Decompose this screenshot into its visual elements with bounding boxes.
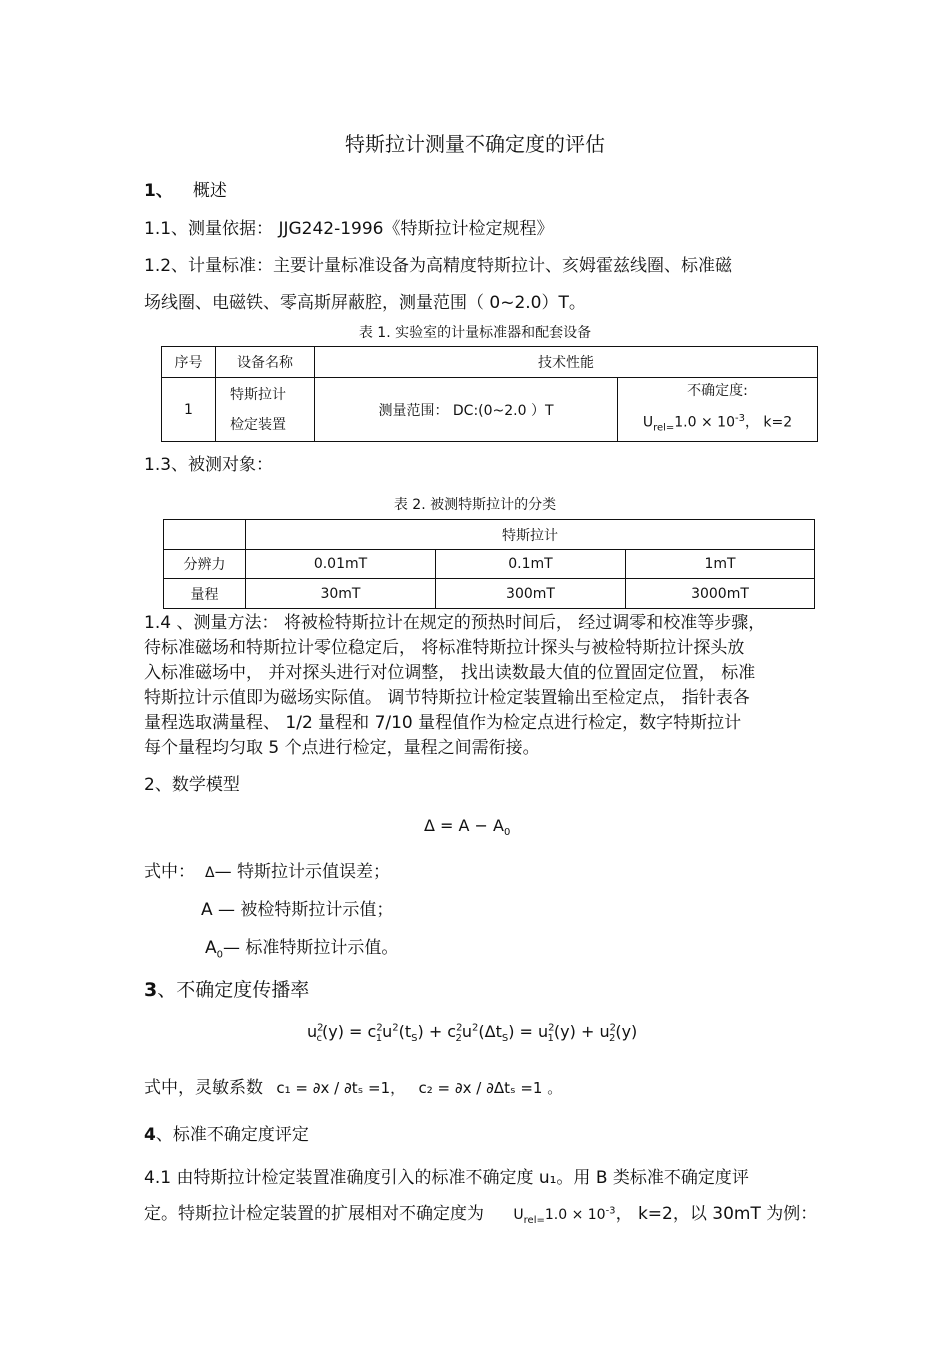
table-1-header-name: 设备名称 xyxy=(216,347,315,378)
section-4-1-line2 xyxy=(144,1199,817,1226)
section-4-1-urel xyxy=(513,1205,616,1226)
table-2-cell: 1mT xyxy=(626,550,815,579)
table-2-group-header: 特斯拉计 xyxy=(246,520,815,550)
section-1-4 xyxy=(144,611,814,761)
definition-a: A — 被检特斯拉计示值； xyxy=(201,900,394,920)
section-1-4-line: 入标准磁场中， 并对探头进行对位调整， 找出读数最大值的位置固定位置， 标准 xyxy=(144,663,756,683)
section-3-title: 、不确定度传播率 xyxy=(157,979,310,1001)
table-1-name-line2: 检定装置 xyxy=(230,416,286,433)
a0-symbol: A xyxy=(205,938,217,958)
formula-propagation: $u^2_c(y) = c^2_1u^2(t_S) + c^2_2u^2(\Delta t_S) = u^2_1(y) + u^2_2(y)$ xyxy=(307,1022,638,1045)
section-4-heading xyxy=(144,1120,309,1145)
urel-number: 1.0 × 10 xyxy=(544,1207,606,1223)
urel-exponent: -3 xyxy=(605,1205,616,1217)
section-4-title: 、标准不确定度评定 xyxy=(155,1125,309,1145)
section-2-heading: 2、数学模型 xyxy=(144,775,240,795)
table-1-cell-name xyxy=(216,378,315,442)
table-1-header-performance: 技术性能 xyxy=(315,347,818,378)
section-4-1-line2-text: 定。特斯拉计检定装置的扩展相对不确定度为 xyxy=(144,1204,484,1224)
table-1-cell-uncertainty xyxy=(618,378,818,442)
coefficient-c2: c₂ = ∂x / ∂Δtₛ =1 。 xyxy=(418,1079,563,1097)
table-row xyxy=(164,550,815,579)
table-2-caption: 表 2. 被测特斯拉计的分类 xyxy=(393,497,557,513)
table-1-caption: 表 1. 实验室的计量标准器和配套设备 xyxy=(358,325,592,341)
table-1-cell-no: 1 xyxy=(162,378,216,442)
section-1-title: 概述 xyxy=(192,181,227,201)
section-1-heading xyxy=(144,176,227,201)
urel-symbol: U xyxy=(513,1207,524,1223)
formula-delta-subscript: 0 xyxy=(504,827,511,839)
table-2-cell: 3000mT xyxy=(626,579,815,609)
a0-subscript: 0 xyxy=(216,949,224,961)
section-1-4-line: 每个量程均匀取 5 个点进行检定，量程之间需衔接。 xyxy=(144,738,540,758)
table-2-cell: 0.01mT xyxy=(246,550,436,579)
table-2-cell: 0.1mT xyxy=(436,550,626,579)
table-row xyxy=(164,579,815,609)
where-label: 式中： xyxy=(144,862,195,882)
section-1-2-line1: 1.2、计量标准：主要计量标准设备为高精度特斯拉计、亥姆霍兹线圈、标准磁 xyxy=(144,256,733,276)
table-2-row-label: 量程 xyxy=(164,579,246,609)
formula-delta-main: Δ = A − A xyxy=(424,816,504,835)
formula-delta xyxy=(424,816,510,838)
coefficient-c1: c₁ = ∂x / ∂tₛ =1， xyxy=(276,1079,406,1097)
definition-a0 xyxy=(205,933,398,960)
table-2-row-label: 分辨力 xyxy=(164,550,246,579)
unc-k: ， k=2 xyxy=(744,414,793,431)
section-1-2-line2: 场线圈、电磁铁、零高斯屏蔽腔，测量范围（ 0~2.0）T。 xyxy=(144,293,586,313)
table-1-header-no: 序号 xyxy=(162,347,216,378)
section-1-number: 1、 xyxy=(144,181,173,201)
table-2-corner xyxy=(164,520,246,550)
definition-delta-text: — 特斯拉计示值误差； xyxy=(214,862,390,882)
section-4-number: 4 xyxy=(144,1125,156,1145)
section-1-4-line: 特斯拉计示值即为磁场实际值。 调节特斯拉计检定装置输出至检定点， 指针表各 xyxy=(144,688,750,708)
section-4-1-line2-tail: ， k=2，以 30mT 为例： xyxy=(615,1204,818,1224)
unc-exponent: -3 xyxy=(734,413,745,424)
table-1 xyxy=(161,346,818,442)
section-4-1-line1: 4.1 由特斯拉计检定装置准确度引入的标准不确定度 u₁。用 B 类标准不确定度评 xyxy=(144,1168,749,1188)
table-1-unc-value xyxy=(618,405,817,441)
table-1-unc-label: 不确定度: xyxy=(687,383,748,399)
table-1-name-line1: 特斯拉计 xyxy=(230,386,286,403)
section-1-1: 1.1、测量依据： JJG242-1996《特斯拉计检定规程》 xyxy=(144,219,554,239)
unc-symbol: U xyxy=(642,414,654,431)
sensitivity-prefix: 式中，灵敏系数 xyxy=(144,1078,263,1098)
section-3-heading xyxy=(144,975,309,1002)
delta-symbol: Δ xyxy=(205,865,215,881)
urel-subscript: rel= xyxy=(523,1214,545,1226)
section-3-number: 3 xyxy=(144,979,158,1001)
table-1-cell-range: 测量范围： DC:(0~2.0 ）T xyxy=(315,378,618,442)
section-1-4-line: 1.4 、测量方法： 将被检特斯拉计在规定的预热时间后， 经过调零和校准等步骤， xyxy=(144,613,766,633)
table-2-cell: 300mT xyxy=(436,579,626,609)
definition-a0-text: — 标准特斯拉计示值。 xyxy=(223,938,399,958)
page-title: 特斯拉计测量不确定度的评估 xyxy=(345,132,605,156)
definition-delta xyxy=(205,857,390,882)
unc-subscript: rel= xyxy=(653,422,675,434)
section-1-3: 1.3、被测对象： xyxy=(144,455,274,475)
section-1-4-line: 待标准磁场和特斯拉计零位稳定后， 将标准特斯拉计探头与被检特斯拉计探头放 xyxy=(144,638,745,658)
table-2 xyxy=(163,519,815,609)
unc-number: 1.0 × 10 xyxy=(674,414,735,431)
table-2-cell: 30mT xyxy=(246,579,436,609)
section-1-4-line: 量程选取满量程、 1/2 量程和 7/10 量程值作为检定点进行检定，数字特斯拉计 xyxy=(144,713,742,733)
sensitivity-coefficients xyxy=(144,1073,562,1098)
